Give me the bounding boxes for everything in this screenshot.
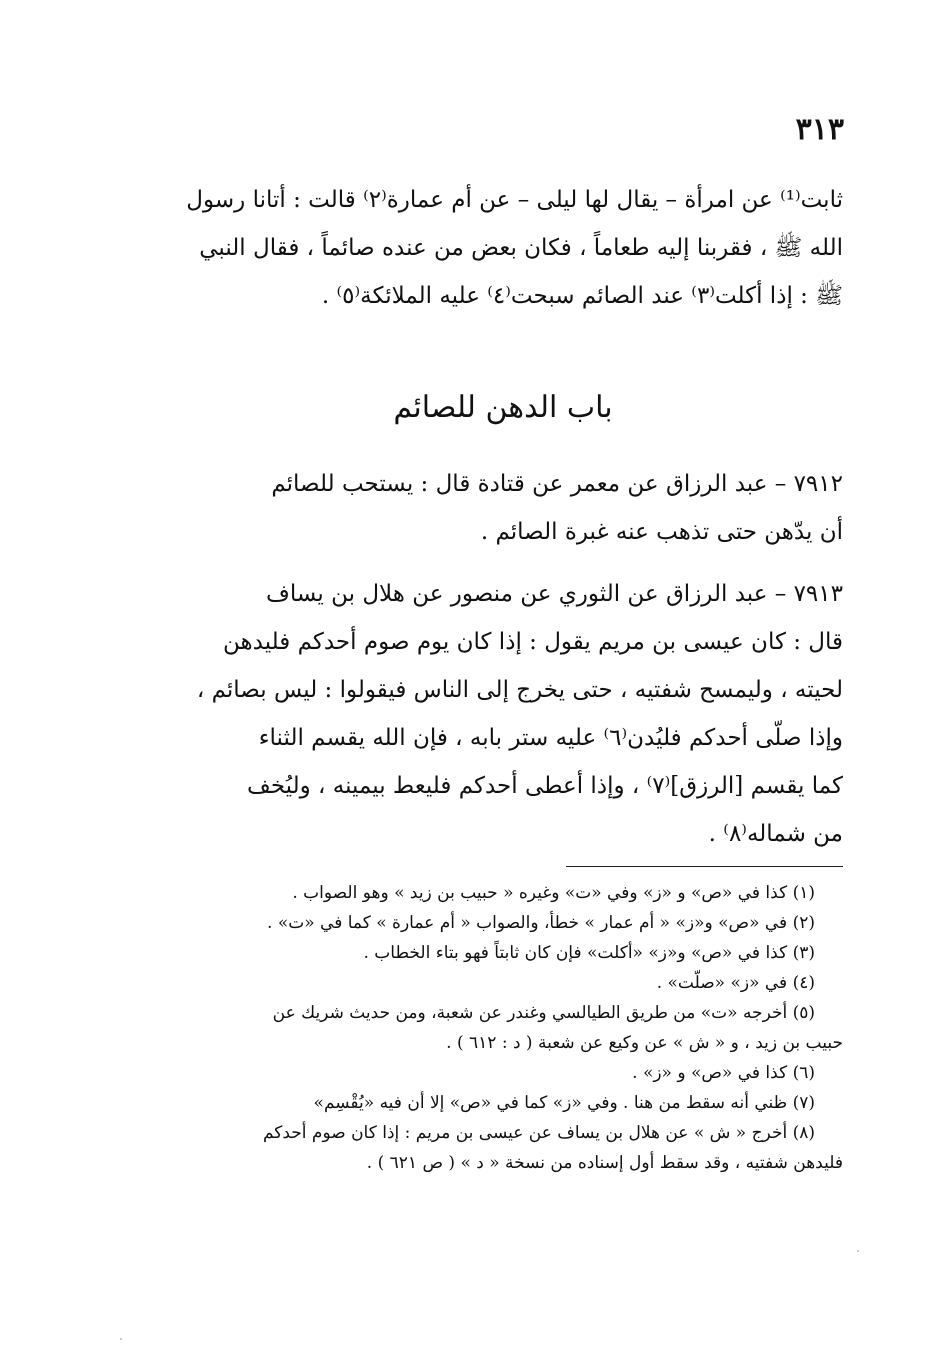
text-line: ٧٩١٣ – عبد الرزاق عن الثوري عن منصور عن هلال بن يساف: [266, 581, 843, 607]
text-line: ثابت⁽¹⁾ عن امرأة – يقال لها ليلى – عن أم عمارة⁽٢⁾ قالت : أتانا رسول: [186, 187, 843, 213]
footnote-separator: [566, 866, 843, 867]
text-line: من شماله⁽٨⁾ .: [708, 821, 843, 847]
hadith-7913: [163, 570, 843, 858]
footnote-1: (١) كذا في «ص» و «ز» وفي «ت» وغيره « حبيب بن زيد » وهو الصواب .: [292, 883, 815, 903]
scan-speck: [857, 1250, 859, 1252]
page-number: ٣١٣: [795, 112, 844, 147]
chapter-title: باب الدهن للصائم: [393, 390, 613, 425]
footnote-6: (٦) كذا في «ص» و «ز» .: [632, 1063, 815, 1083]
footnote-3: (٣) كذا في «ص» و«ز» «أكلت» فإن كان ثابتاً فهو بتاء الخطاب .: [363, 943, 815, 963]
footnote-5: (٥) أخرجه «ت» من طريق الطيالسي وغندر عن شعبة، ومن حديث شريك عن: [272, 1003, 815, 1023]
scan-speck: [120, 1338, 122, 1340]
footnote-5-continued: حبيب بن زيد ، و « ش » عن وكيع عن شعبة ( د : ٦١٢ ) .: [446, 1033, 843, 1053]
hadith-7912: [163, 460, 843, 556]
footnote-8-continued: فليدهن شفتيه ، وقد سقط أول إسناده من نسخة « د » ( ص ٦٢١ ) .: [366, 1153, 843, 1173]
text-line: ﷺ : إذا أكلت⁽٣⁾ عند الصائم سبحت⁽٤⁾ عليه الملائكة⁽٥⁾ .: [321, 283, 843, 309]
footnotes: [160, 878, 843, 1178]
footnote-4: (٤) في «ز» «صلّت» .: [656, 973, 815, 993]
text-line: الله ﷺ ، فقربنا إليه طعاماً ، فكان بعض من عنده صائماً ، فقال النبي: [199, 235, 843, 261]
text-line: ٧٩١٢ – عبد الرزاق عن معمر عن قتادة قال : يستحب للصائم: [271, 471, 843, 497]
footnote-7: (٧) ظني أنه سقط من هنا . وفي «ز» كما في «ص» إلا أن فيه «يُقْسِم»: [313, 1093, 815, 1113]
text-line: قال : كان عيسى بن مريم يقول : إذا كان يوم صوم أحدكم فليدهن: [223, 629, 843, 655]
paragraph-continuation: [163, 176, 843, 320]
text-line: كما يقسم [الرزق]⁽٧⁾ ، وإذا أعطى أحدكم فليعط بيمينه ، وليُخف: [247, 773, 843, 799]
text-line: أن يدّهن حتى تذهب عنه غبرة الصائم .: [480, 519, 843, 545]
text-line: وإذا صلّى أحدكم فليُدن⁽٦⁾ عليه ستر بابه ، فإن الله يقسم الثناء: [258, 725, 843, 751]
footnote-2: (٢) في «ص» و«ز» « أم عمار » خطأ، والصواب « أم عمارة » كما في «ت» .: [267, 913, 815, 933]
footnote-8: (٨) أخرج « ش » عن هلال بن يساف عن عيسى بن مريم : إذا كان صوم أحدكم: [262, 1123, 815, 1143]
text-line: لحيته ، وليمسح شفتيه ، حتى يخرج إلى الناس فيقولوا : ليس بصائم ،: [196, 677, 843, 703]
